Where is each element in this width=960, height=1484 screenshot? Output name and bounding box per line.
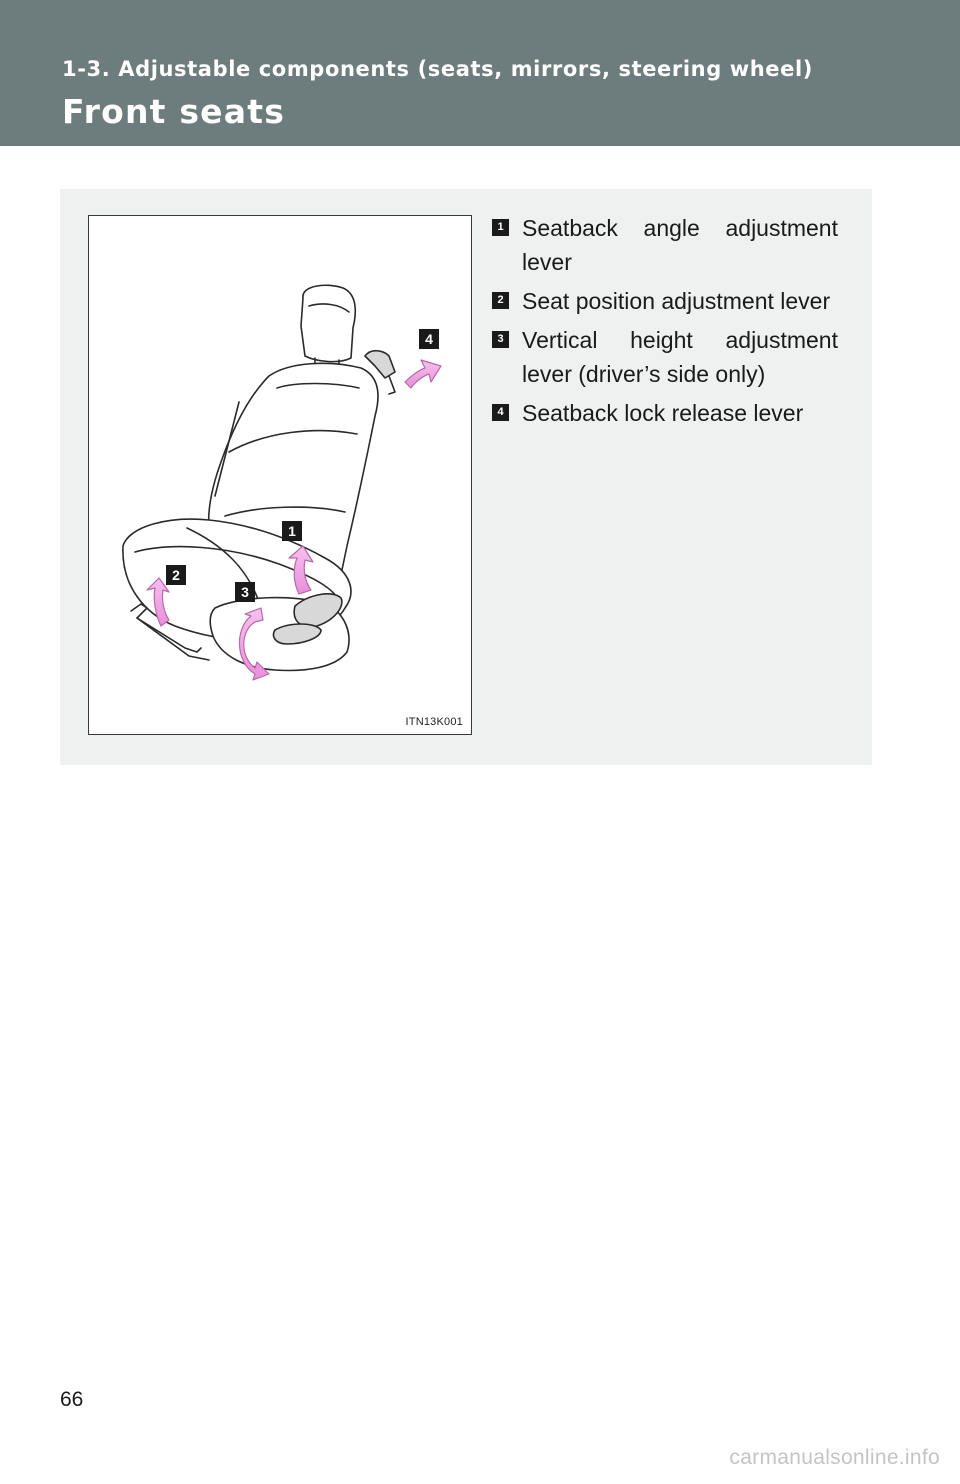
legend-item [492, 396, 838, 430]
legend-text: Seatback lock release lever [522, 400, 804, 426]
watermark: carmanualsonline.info [729, 1446, 940, 1469]
page-header [0, 0, 960, 146]
legend-text: Vertical height adjustment lever (driver’s side only) [522, 327, 838, 387]
legend-list [492, 211, 838, 435]
legend-item [492, 211, 838, 279]
legend-text: Seat position adjustment lever [522, 288, 831, 314]
legend-item [492, 323, 838, 391]
legend-number-badge: 3 [492, 331, 509, 348]
legend-item [492, 284, 838, 318]
legend-text: Seatback angle adjustment lever [522, 215, 838, 275]
callout-3: 3 [235, 582, 255, 602]
figure-code: ITN13K001 [405, 716, 463, 728]
page-number: 66 [60, 1388, 84, 1411]
illustration-panel [60, 189, 872, 765]
callout-4: 4 [419, 329, 439, 349]
legend-number-badge: 1 [492, 219, 509, 236]
seat-illustration [88, 215, 472, 735]
seat-drawing [89, 216, 470, 733]
callout-2: 2 [166, 565, 186, 585]
legend-number-badge: 2 [492, 292, 509, 309]
legend-number-badge: 4 [492, 404, 509, 421]
page-title: Front seats [62, 92, 286, 131]
callout-1: 1 [282, 521, 302, 541]
section-heading: 1-3. Adjustable components (seats, mirrors, steering wheel) [62, 57, 813, 81]
